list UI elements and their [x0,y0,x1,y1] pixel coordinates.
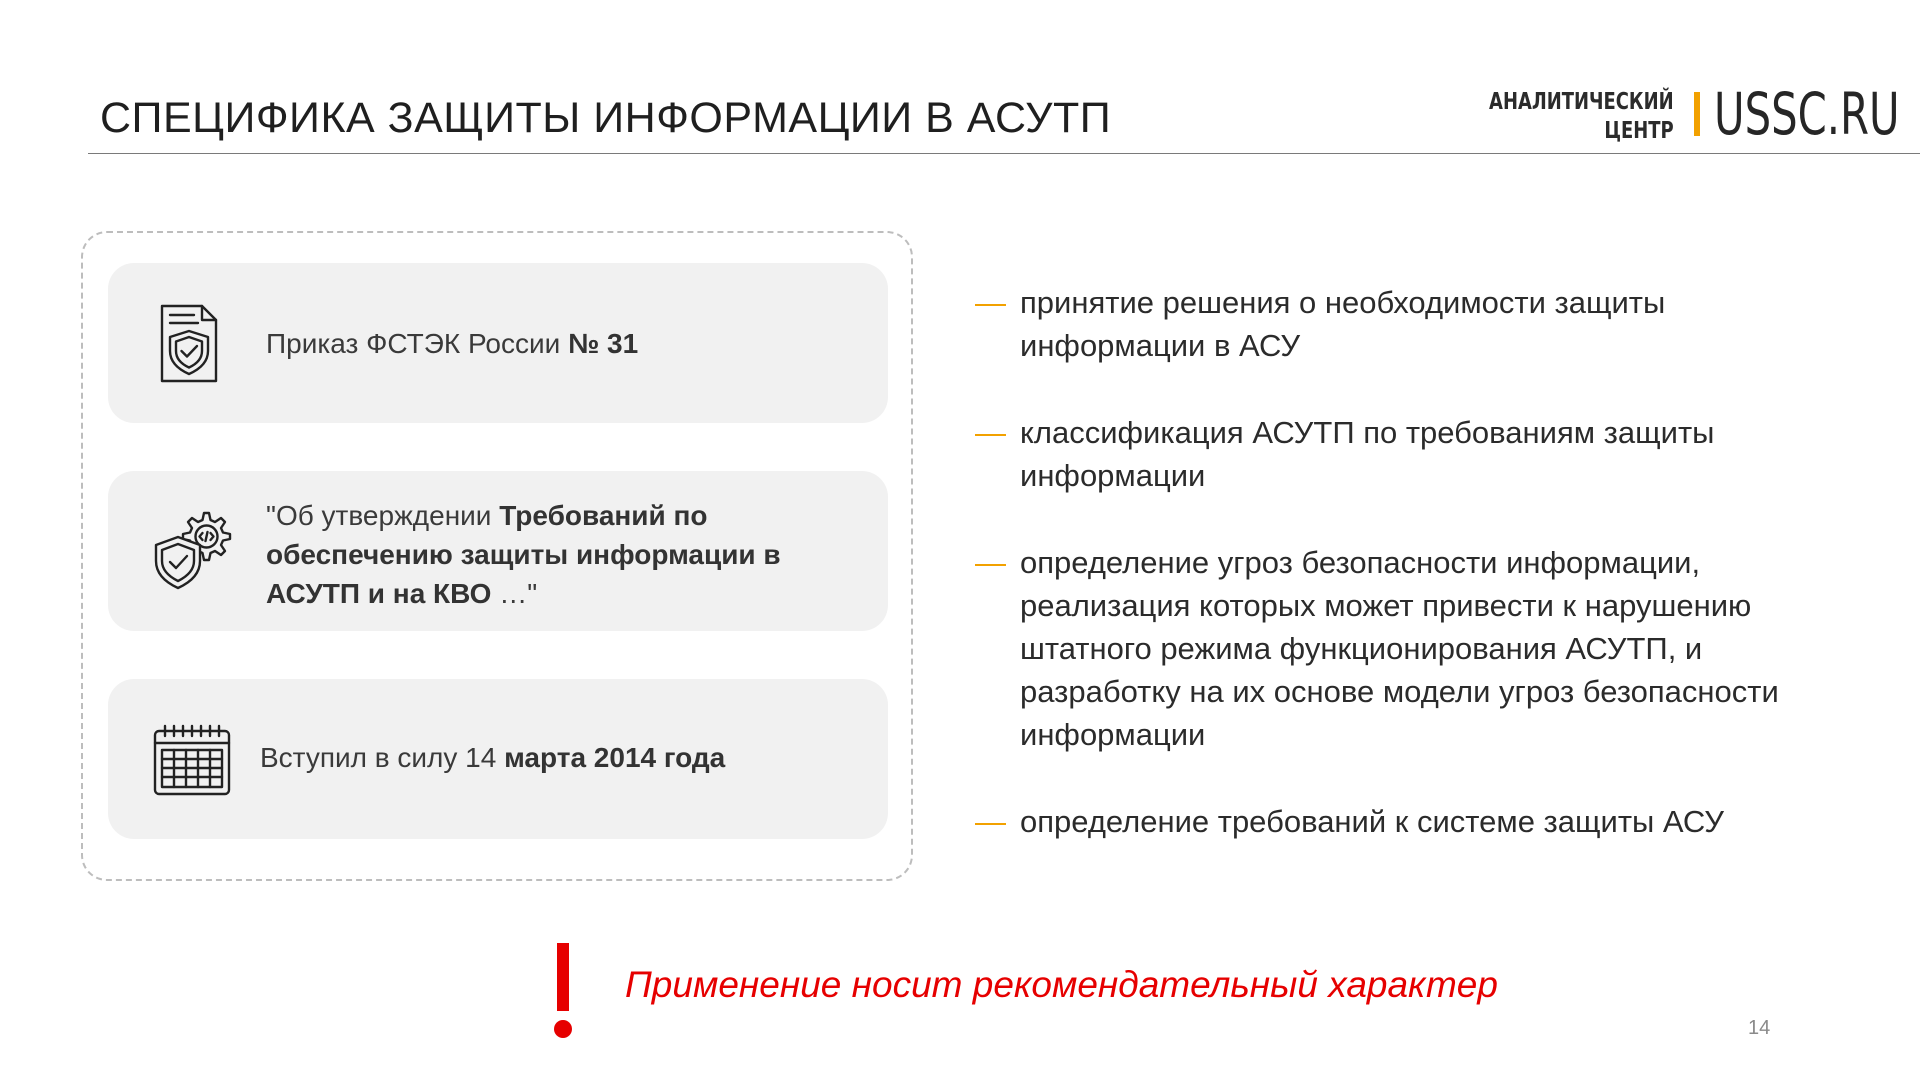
exclamation-dot [554,1020,572,1038]
list-item-text: классификация АСУТП по требованиям защиты информации [1020,415,1715,493]
card-order-number [108,263,888,423]
shield-document-icon [148,303,230,385]
list-item [975,281,1855,367]
list-item [975,800,1855,843]
list-item [975,411,1855,497]
page-number: 14 [1748,1017,1771,1039]
calendar-icon [152,723,234,805]
list-item-text: принятие решения о необходимости защиты информации в АСУ [1020,285,1666,363]
logo-subtitle-line1: АНАЛИТИЧЕСКИЙ [1489,89,1674,115]
bullet-dash: — [975,545,1006,580]
list-item-text: определение угроз безопасности информации, реализация которых может привести к нарушению штатного режима функционирования АСУТП, и разработку на их основе модели угроз безопасности информации [1020,545,1779,752]
ussc-logo [1489,80,1900,152]
recommendation-note [540,940,1540,1040]
requirements-list [975,281,1855,887]
logo-accent-bar [1694,92,1700,136]
note-text: Применение носит рекомендательный характер [625,964,1498,1005]
card-date-text-bold: марта 2014 года [504,742,726,773]
logo-subtitle [1489,88,1674,146]
bullet-dash: — [975,804,1006,839]
card-order-text-bold: № 31 [568,328,639,359]
list-item-text: определение требований к системе защиты АСУ [1020,804,1724,839]
card-requirements-title [108,471,888,631]
logo-wordmark: USSC.RU [1714,80,1900,148]
exclamation-bar [557,943,569,1011]
card-date-text [260,738,725,777]
card-order-text-plain: Приказ ФСТЭК России [266,328,569,359]
card-requirements-text-plain: "Об утверждении [266,500,500,531]
bullet-dash: — [975,415,1006,450]
card-requirements-text-tail: …" [491,578,538,609]
title-divider [88,153,1920,154]
card-requirements-text [266,496,826,613]
bullet-dash: — [975,285,1006,320]
card-effective-date [108,679,888,839]
card-order-text [266,324,638,363]
card-date-text-plain: Вступил в силу 14 [260,742,505,773]
page-title: СПЕЦИФИКА ЗАЩИТЫ ИНФОРМАЦИИ В АСУТП [100,94,1112,142]
card-requirements-text-bold: Требований по обеспечению защиты информации в АСУТП и на КВО [266,500,781,609]
logo-subtitle-line2: ЦЕНТР [1604,118,1674,144]
list-item [975,541,1855,756]
shield-gear-icon [152,507,234,589]
